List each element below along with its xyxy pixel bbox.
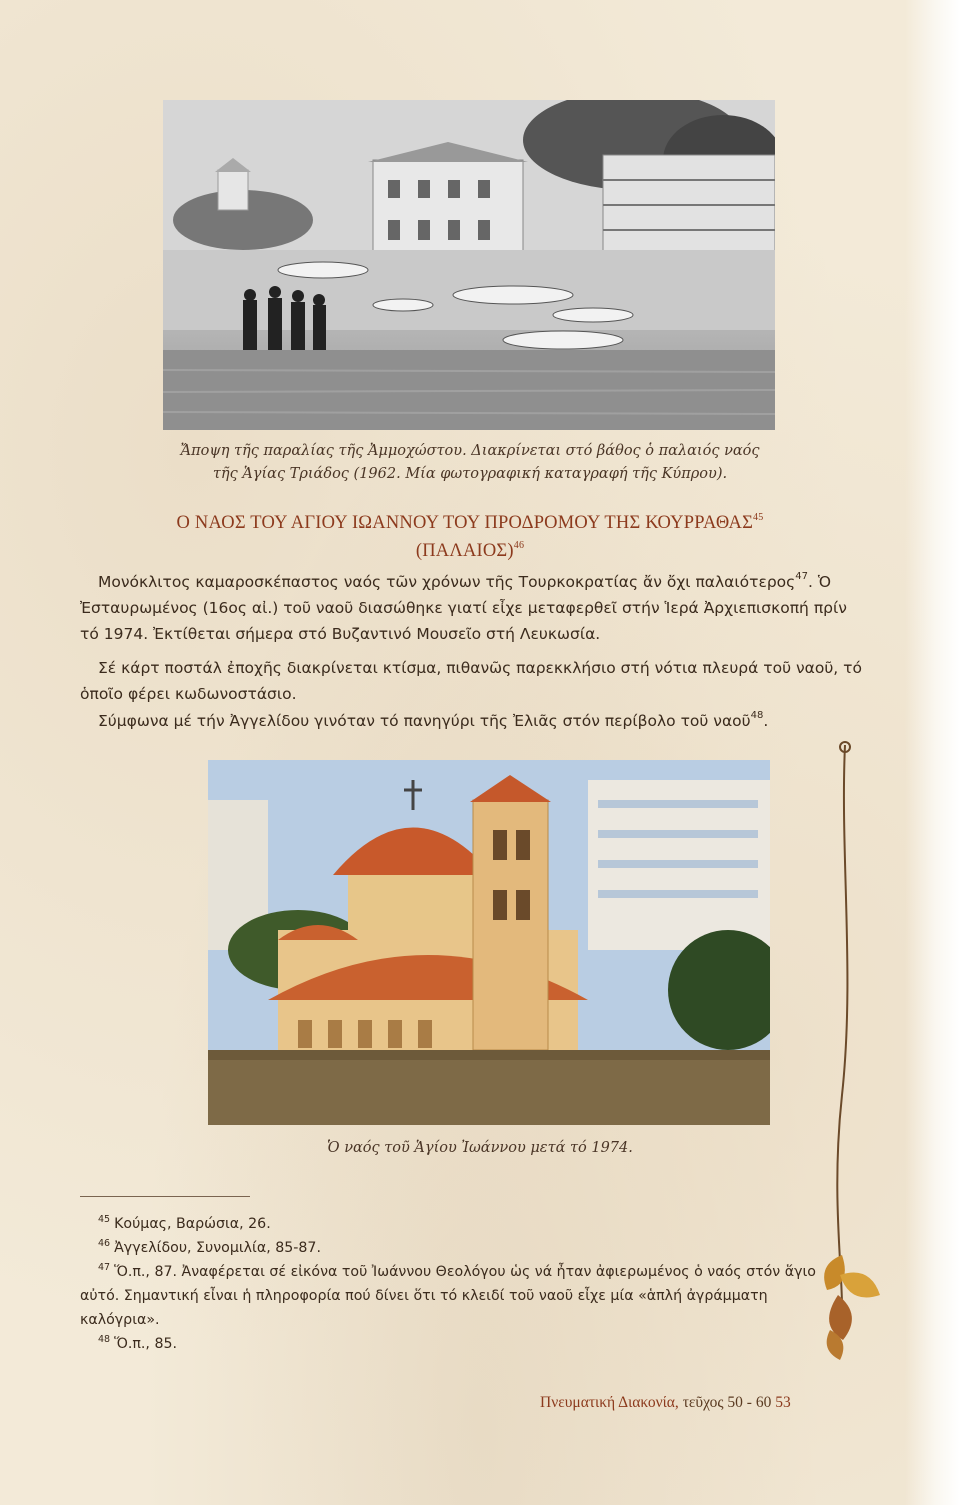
- footnote-text: Ὅ.π., 85.: [114, 1336, 178, 1352]
- footnote-45: [80, 1212, 820, 1236]
- page-number: 53: [775, 1394, 791, 1411]
- paragraph-2: [80, 655, 865, 707]
- beach-caption-line-1: Ἄποψη τῆς παραλίας τῆς Ἀμμοχώστου. Διακρίνεται στό βάθος ὁ παλαιός ναός: [180, 443, 760, 459]
- footnote-number: 45: [98, 1214, 111, 1225]
- footnote-text: Κούμας, Βαρώσια, 26.: [114, 1216, 271, 1232]
- footnote-47: [80, 1260, 820, 1332]
- section-subtitle-text: (ΠΑΛΑΙΟΣ): [415, 541, 514, 561]
- church-photo-caption: Ὁ ναός τοῦ Ἁγίου Ἰωάννου μετά τό 1974.: [327, 1140, 633, 1156]
- beach-caption-line-2: τῆς Ἁγίας Τριάδος (1962. Μία φωτογραφική καταγραφή τῆς Κύπρου).: [212, 466, 728, 482]
- footnotes: [80, 1212, 820, 1356]
- footnote-ref-45: 45: [753, 512, 764, 523]
- paragraph-3-text-b: .: [763, 712, 769, 730]
- paragraph-1: [80, 569, 865, 647]
- footnote-number: 46: [98, 1238, 111, 1249]
- footnote-ref-47: 47: [795, 571, 808, 582]
- footnote-text: Ἀγγελίδου, Συνομιλία, 85-87.: [114, 1240, 321, 1256]
- beach-photo: [163, 100, 775, 430]
- page-footer: [540, 1394, 791, 1412]
- section-title-text: Ο ΝΑΟΣ ΤΟΥ ΑΓΙΟΥ ΙΩΑΝΝΟΥ ΤΟΥ ΠΡΟΔΡΟΜΟΥ ΤΗΣ ΚΟΥΡΡΑΘΑΣ: [176, 513, 754, 533]
- paragraph-1-text-a: Μονόκλιτος καμαροσκέπαστος ναός τῶν χρόνων τῆς Τουρκοκρατίας ἄν ὄχι παλαιότερος: [98, 573, 796, 591]
- footnote-text: Ὅ.π., 87. Ἀναφέρεται σέ εἰκόνα τοῦ Ἰωάννου Θεολόγου ὡς νά ἦταν ἀφιερωμένος ὁ ναός στόν ἅγιο αὐτό. Σημαντική εἶναι ἡ πληροφορία πού δίνει ὅτι τό κλειδί τοῦ ναοῦ εἶχε μία «ἁπλή ἀγράμματη καλόγρια».: [80, 1264, 816, 1328]
- footnote-46: [80, 1236, 820, 1260]
- footnote-48: [80, 1332, 820, 1356]
- beach-photo-caption: [150, 440, 790, 486]
- footnote-number: 48: [98, 1334, 111, 1345]
- issue-number: τεῦχος 50 - 60: [682, 1394, 772, 1411]
- footnote-rule: [80, 1196, 250, 1197]
- paragraph-1-text-b: . Ὁ Ἐσταυρωμένος (16ος αἰ.) τοῦ ναοῦ διασώθηκε γιατί εἶχε μεταφερθεῖ στήν Ἱερά Ἀρχιεπισκοπή πρίν τό 1974. Ἐκτίθεται σήμερα στό Βυζαντινό Μουσεῖο στή Λευκωσία.: [80, 573, 847, 643]
- paragraph-3: [80, 708, 865, 734]
- church-photo: [208, 760, 770, 1125]
- section-subtitle: [80, 541, 860, 562]
- footnote-ref-48: 48: [750, 710, 764, 721]
- footnote-ref-46: 46: [513, 540, 525, 551]
- page-edge: [905, 0, 960, 1505]
- paragraph-3-text-a: Σύμφωνα μέ τήν Ἀγγελίδου γινόταν τό πανηγύρι τῆς Ἐλιᾶς στόν περίβολο τοῦ ναοῦ: [98, 712, 751, 730]
- journal-name: Πνευματική Διακονία,: [540, 1394, 679, 1411]
- section-title: [80, 513, 860, 534]
- footnote-number: 47: [98, 1262, 111, 1273]
- paragraph-2-text: Σέ κάρτ ποστάλ ἐποχῆς διακρίνεται κτίσμα, πιθανῶς παρεκκλήσιο στή νότια πλευρά τοῦ ναοῦ, τό ὁποῖο φέρει κωδωνοστάσιο.: [80, 659, 862, 703]
